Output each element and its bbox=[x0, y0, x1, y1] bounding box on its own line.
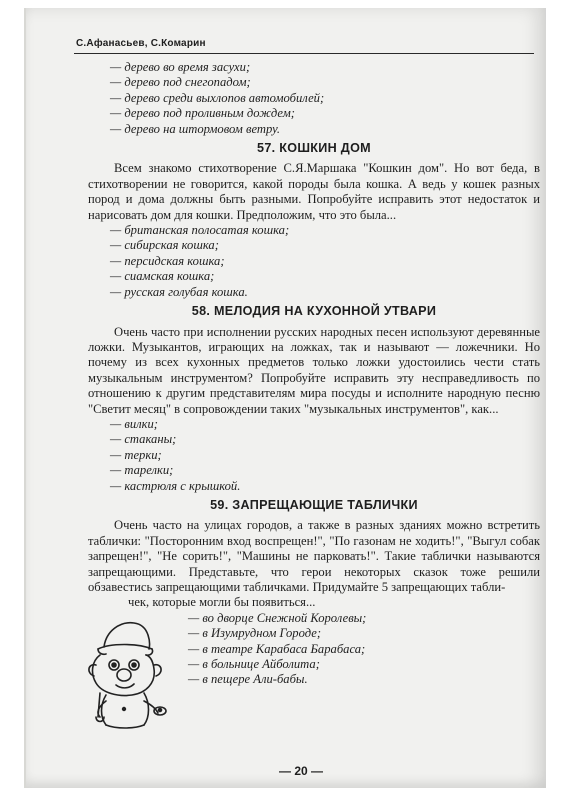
intro-list bbox=[88, 60, 540, 137]
list-item: — сибирская кошка; bbox=[110, 238, 219, 253]
page-content bbox=[88, 60, 540, 711]
list-item: — персидская кошка; bbox=[110, 253, 225, 268]
list-item: — в пещере Али-бабы. bbox=[188, 672, 308, 687]
list-item: — терки; bbox=[110, 447, 162, 462]
section-paragraph-59: Очень часто на улицах городов, а также в разных зданиях можно встретить таблички: "Посторонним вход воспрещен!", "По газонам не ходить!", "Выгул собак запрещен!", "Не сорить!", "Машины не парковать!". Такие таблички называются запрещающими. Представьте, что герои некоторых сказок тоже решили обзавестись запрещающими табличками. Придумайте 5 запрещающих табли- bbox=[88, 518, 540, 594]
running-header: С.Афанасьев, С.Комарин bbox=[76, 38, 206, 49]
section-heading-59: 59. ЗАПРЕЩАЮЩИЕ ТАБЛИЧКИ bbox=[210, 497, 418, 512]
list-item: — в больнице Айболита; bbox=[188, 657, 320, 672]
list-item: — тарелки; bbox=[110, 463, 174, 478]
list-item: — кастрюля с крышкой. bbox=[110, 478, 241, 493]
list-item: — дерево на штормовом ветру. bbox=[110, 121, 281, 136]
list-item: — в театре Карабаса Барабаса; bbox=[188, 641, 366, 656]
list-item: — дерево под проливным дождем; bbox=[110, 106, 295, 121]
list-item: — вилки; bbox=[110, 416, 158, 431]
list-item: — дерево во время засухи; bbox=[110, 60, 251, 74]
list-item: — британская полосатая кошка; bbox=[110, 223, 290, 238]
page-number: — 20 — bbox=[278, 764, 323, 778]
section-paragraph-59-tail: чек, которые могли бы появиться... bbox=[128, 595, 316, 610]
section-paragraph-58: Очень часто при исполнении русских народных песен используют деревянные ложки. Музыкантов, играющих на ложках, так и называют — ложечники. Но почему из всех кухонных предметов только ложки удостоились чести стать музыкальным инструментом? Попробуйте исправить эту несправедливость по отношению к другим представителям мира посуды и исполните народную песню "Светит месяц" в сопровождении таких "музыкальных инструментов", как... bbox=[88, 324, 540, 416]
list-item: — сиамская кошка; bbox=[110, 269, 215, 284]
gnome-illustration bbox=[76, 613, 168, 731]
list-item: — в Изумрудном Городе; bbox=[188, 626, 322, 641]
section-list-57 bbox=[88, 223, 540, 300]
list-item: — дерево под снегопадом; bbox=[110, 75, 251, 90]
header-rule bbox=[74, 53, 534, 54]
section-list-58 bbox=[88, 417, 540, 494]
section-heading-58: 58. МЕЛОДИЯ НА КУХОННОЙ УТВАРИ bbox=[191, 304, 437, 319]
list-item: — дерево среди выхлопов автомобилей; bbox=[110, 90, 325, 105]
illustration-area bbox=[88, 611, 540, 711]
book-page bbox=[24, 8, 546, 788]
section-heading-57: 57. КОШКИН ДОМ bbox=[257, 141, 371, 156]
list-item: — во дворце Снежной Королевы; bbox=[188, 610, 367, 625]
section-paragraph-57: Всем знакомо стихотворение С.Я.Маршака "Кошкин дом". Но вот беда, в стихотворении не говорится, какой породы была кошка. А ведь у кошек разных пород и дома должны быть разными. Попробуйте исправить этот недостаток и нарисовать дом для кошки. Предположим, что это была... bbox=[88, 161, 540, 222]
list-item: — русская голубая кошка. bbox=[110, 284, 248, 299]
list-item: — стаканы; bbox=[110, 432, 177, 447]
